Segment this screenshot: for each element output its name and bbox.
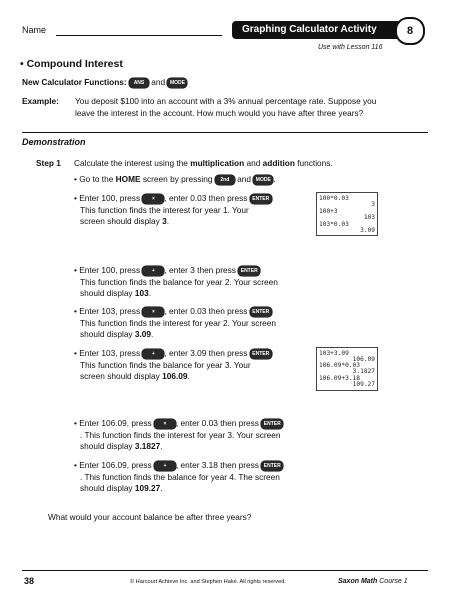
- section-title: • Compound Interest: [20, 58, 123, 70]
- enter-key: ENTER: [250, 307, 272, 317]
- step1-intro: Calculate the interest using the multiplication and addition functions.: [74, 158, 333, 168]
- step1-label: Step 1: [36, 158, 61, 168]
- enter-key: ENTER: [238, 266, 260, 276]
- plus-key: +: [142, 266, 164, 276]
- new-functions-label: New Calculator Functions:: [22, 77, 127, 87]
- multiply-key: ×: [142, 194, 164, 204]
- and-text: and: [151, 77, 166, 87]
- bullet-text: should display 103.: [80, 288, 152, 298]
- bullet-step-balance-year3: • Enter 103, press + , enter 3.09 then press ENTER: [74, 348, 272, 359]
- activity-number: 8: [406, 25, 414, 37]
- bullet-text: should display 3.1827.: [80, 441, 163, 451]
- mode-key: MODE: [167, 78, 187, 88]
- copyright: © Harcourt Achieve Inc. and Stephen Hake. All rights reserved.: [130, 579, 286, 585]
- bullet-home-screen: • Go to the HOME screen by pressing 2nd and MODE .: [74, 174, 276, 184]
- divider: [22, 132, 428, 133]
- bullet-text: . This function finds the interest for year 3. Your screen: [80, 430, 281, 440]
- plus-key: +: [142, 349, 164, 359]
- bullet-step-interest-year3: • Enter 106.09, press × , enter 0.03 then press ENTER: [74, 418, 283, 429]
- page-number: 38: [24, 576, 35, 586]
- name-label: Name: [22, 25, 47, 35]
- enter-key: ENTER: [261, 419, 283, 429]
- mode-key: MODE: [253, 175, 273, 185]
- book-title: Saxon Math Course 1: [338, 578, 408, 585]
- bullet-text: This function finds the balance for year 2. Your screen: [80, 277, 278, 287]
- enter-key: ENTER: [250, 194, 272, 204]
- calculator-screen-2: 103+3.09 106.09 106.09*0.03 3.1827 106.09+3.18 109.27: [316, 347, 378, 391]
- plus-key: +: [154, 461, 176, 471]
- bullet-text: screen should display 3.: [80, 216, 170, 226]
- bullet-step-balance-year2: • Enter 100, press + , enter 3 then press ENTER: [74, 265, 260, 276]
- bullet-step-interest-year1: • Enter 100, press × , enter 0.03 then press ENTER: [74, 193, 272, 204]
- bullet-text: . This function finds the balance for year 4. The screen: [80, 472, 280, 482]
- bullet-text: screen should display 106.09.: [80, 371, 190, 381]
- activity-title: Graphing Calculator Activity: [242, 24, 377, 35]
- enter-key: ENTER: [250, 349, 272, 359]
- ans-key: ANS: [129, 78, 149, 88]
- multiply-key: ×: [154, 419, 176, 429]
- lesson-reference: Use with Lesson 116: [318, 44, 383, 51]
- enter-key: ENTER: [261, 461, 283, 471]
- bullet-step-balance-year4: • Enter 106.09, press + , enter 3.18 then press ENTER: [74, 460, 283, 471]
- bullet-text: should display 3.09.: [80, 329, 154, 339]
- 2nd-key: 2nd: [215, 175, 235, 185]
- bullet-text: should display 109.27.: [80, 483, 163, 493]
- example-line-2: leave the interest in the account. How much would you have after three years?: [75, 108, 364, 118]
- activity-banner: [232, 21, 412, 39]
- multiply-key: ×: [142, 307, 164, 317]
- demonstration-heading: Demonstration: [22, 137, 86, 147]
- example-label: Example:: [22, 96, 59, 106]
- new-functions-row: [22, 77, 187, 88]
- question-text: What would your account balance be after three years?: [48, 512, 252, 522]
- bullet-text: This function finds the interest for year 1. Your: [80, 205, 249, 215]
- activity-number-badge: [395, 17, 425, 45]
- bullet-icon: •: [20, 58, 27, 70]
- bullet-text: This function finds the balance for year 3. Your: [80, 360, 251, 370]
- example-line-1: You deposit $100 into an account with a 3% annual percentage rate. Suppose you: [75, 96, 377, 106]
- name-line: [56, 35, 222, 36]
- footer-divider: [22, 570, 428, 571]
- bullet-text: This function finds the interest for year 2. Your screen: [80, 318, 277, 328]
- bullet-step-interest-year2: • Enter 103, press × , enter 0.03 then press ENTER: [74, 306, 272, 317]
- calculator-screen-1: 100*0.03 3 100+3 103 103*0.03 3.09: [316, 192, 378, 236]
